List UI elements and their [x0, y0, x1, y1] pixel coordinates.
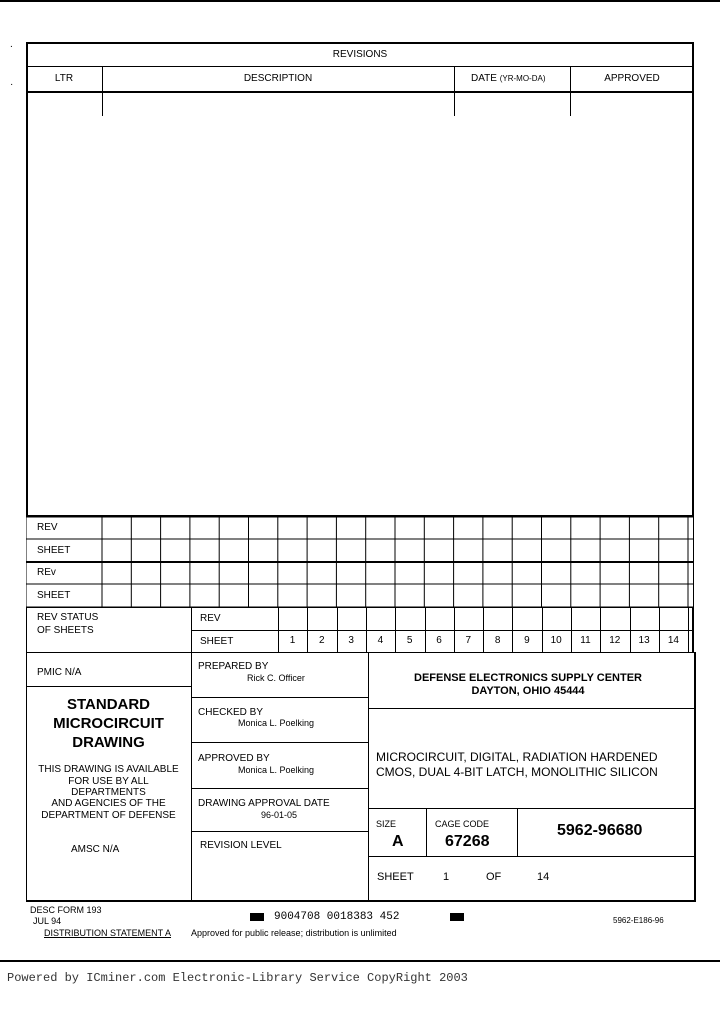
divider: [26, 66, 694, 67]
divider: [26, 91, 694, 93]
sheet-number: 10: [550, 635, 562, 646]
prepared-by-label: PREPARED BY: [198, 661, 269, 672]
form-title: STANDARD: [66, 696, 151, 713]
sheet-number: 4: [377, 635, 384, 646]
col-date-format: (YR-MO-DA): [499, 74, 546, 83]
divider: [191, 788, 368, 789]
grid-line: [688, 607, 689, 652]
cage-code-value: 67268: [445, 833, 490, 850]
sheet-number: 3: [348, 635, 354, 646]
sheet-number: 9: [524, 635, 530, 646]
grid-line: [191, 630, 694, 631]
amsc-label: AMSC N/A: [71, 844, 120, 855]
availability-text: DEPARTMENT OF DEFENSE: [41, 810, 176, 821]
form-date: JUL 94: [33, 916, 62, 926]
total-sheets: 14: [537, 871, 550, 883]
form-title: MICROCIRCUIT: [53, 715, 164, 732]
form-title: DRAWING: [72, 734, 145, 751]
rev-status-label: REV STATUS: [37, 612, 99, 623]
divider: [454, 66, 455, 116]
barcode-mark: [250, 913, 264, 921]
divider: [517, 808, 518, 856]
barcode-text: 9004708 0018383 452: [274, 911, 400, 923]
sheet-number: 14: [667, 635, 679, 646]
divider: [191, 742, 368, 743]
divider: [368, 708, 696, 709]
agency-name: DEFENSE ELECTRONICS SUPPLY CENTER: [414, 672, 642, 684]
checked-by-label: CHECKED BY: [198, 707, 264, 718]
rev-status-rev-label: REV: [200, 613, 221, 624]
watermark-text: Powered by ICminer.com Electronic-Library Service CopyRight 2003: [7, 971, 468, 985]
availability-text: FOR USE BY ALL: [68, 776, 149, 787]
sheet-number: 12: [609, 635, 621, 646]
divider: [368, 808, 696, 809]
col-date: [471, 74, 546, 84]
checked-by-name: Monica L. Poelking: [238, 718, 315, 728]
rev-row-label: REv: [37, 567, 56, 578]
revisions-block: [26, 42, 694, 517]
approval-date-label: DRAWING APPROVAL DATE: [198, 798, 330, 809]
availability-text: DEPARTMENTS: [71, 787, 146, 798]
sheet-value: 1: [443, 871, 450, 883]
pmic-label: PMIC N/A: [37, 667, 82, 678]
divider: [26, 686, 191, 687]
sheet-number: 6: [436, 635, 442, 646]
sheet-number: 8: [494, 635, 501, 646]
size-value: A: [392, 833, 404, 850]
form-number: DESC FORM 193: [30, 905, 102, 915]
col-description: DESCRIPTION: [243, 73, 313, 84]
size-label: SIZE: [376, 819, 397, 829]
divider: [426, 808, 427, 856]
sheet-row-label: SHEET: [37, 545, 71, 556]
device-title: CMOS, DUAL 4-BIT LATCH, MONOLITHIC SILICON: [376, 765, 658, 779]
divider: [191, 652, 192, 902]
margin-mark: .: [10, 39, 13, 50]
top-border: [0, 0, 720, 2]
divider: [0, 960, 720, 962]
sheet-label: SHEET: [377, 871, 414, 883]
sheet-number: 13: [638, 635, 650, 646]
col-date-label: DATE: [471, 73, 497, 84]
rev-sheet-grid: [26, 517, 694, 607]
sheet-number: 5: [406, 635, 413, 646]
agency-address: DAYTON, OHIO 45444: [471, 685, 585, 697]
rev-status-label: OF SHEETS: [37, 625, 94, 636]
rev-row-label: REV: [37, 522, 58, 533]
grid-line: [191, 607, 192, 652]
revision-level-label: REVISION LEVEL: [200, 840, 282, 851]
rev-status-sheet-label: SHEET: [200, 636, 234, 647]
divider: [191, 831, 368, 832]
sheet-number: 7: [465, 635, 472, 646]
grid-line: [692, 607, 694, 652]
doc-code: 5962-E186-96: [613, 916, 664, 925]
col-approved: APPROVED: [604, 73, 660, 84]
sheet-row-label: SHEET: [37, 590, 71, 601]
divider: [368, 856, 696, 857]
drawing-number: 5962-96680: [557, 822, 643, 839]
of-label: OF: [486, 871, 502, 883]
barcode-mark: [450, 913, 464, 921]
availability-text: AND AGENCIES OF THE: [51, 798, 166, 809]
rev-grid-lines: [26, 517, 694, 609]
distribution-text: Approved for public release; distribution is unlimited: [191, 928, 397, 938]
approved-by-label: APPROVED BY: [198, 753, 270, 764]
grid-line: [26, 607, 694, 608]
sheet-number: 1: [289, 635, 296, 646]
approval-date-value: 96-01-05: [261, 810, 298, 820]
availability-text: THIS DRAWING IS AVAILABLE: [38, 764, 179, 775]
approved-by-name: Monica L. Poelking: [238, 765, 315, 775]
margin-mark: ·: [10, 79, 14, 90]
sheet-number: 11: [580, 635, 591, 646]
cage-code-label: CAGE CODE: [435, 819, 490, 829]
grid-line: [26, 607, 27, 652]
sheet-number: 2: [319, 635, 325, 646]
prepared-by-name: Rick C. Officer: [247, 673, 305, 683]
revisions-title: REVISIONS: [332, 49, 388, 60]
device-title: MICROCIRCUIT, DIGITAL, RADIATION HARDENED: [376, 750, 658, 764]
divider: [191, 697, 368, 698]
col-ltr: LTR: [54, 73, 74, 84]
distribution-label: DISTRIBUTION STATEMENT A: [44, 928, 172, 938]
